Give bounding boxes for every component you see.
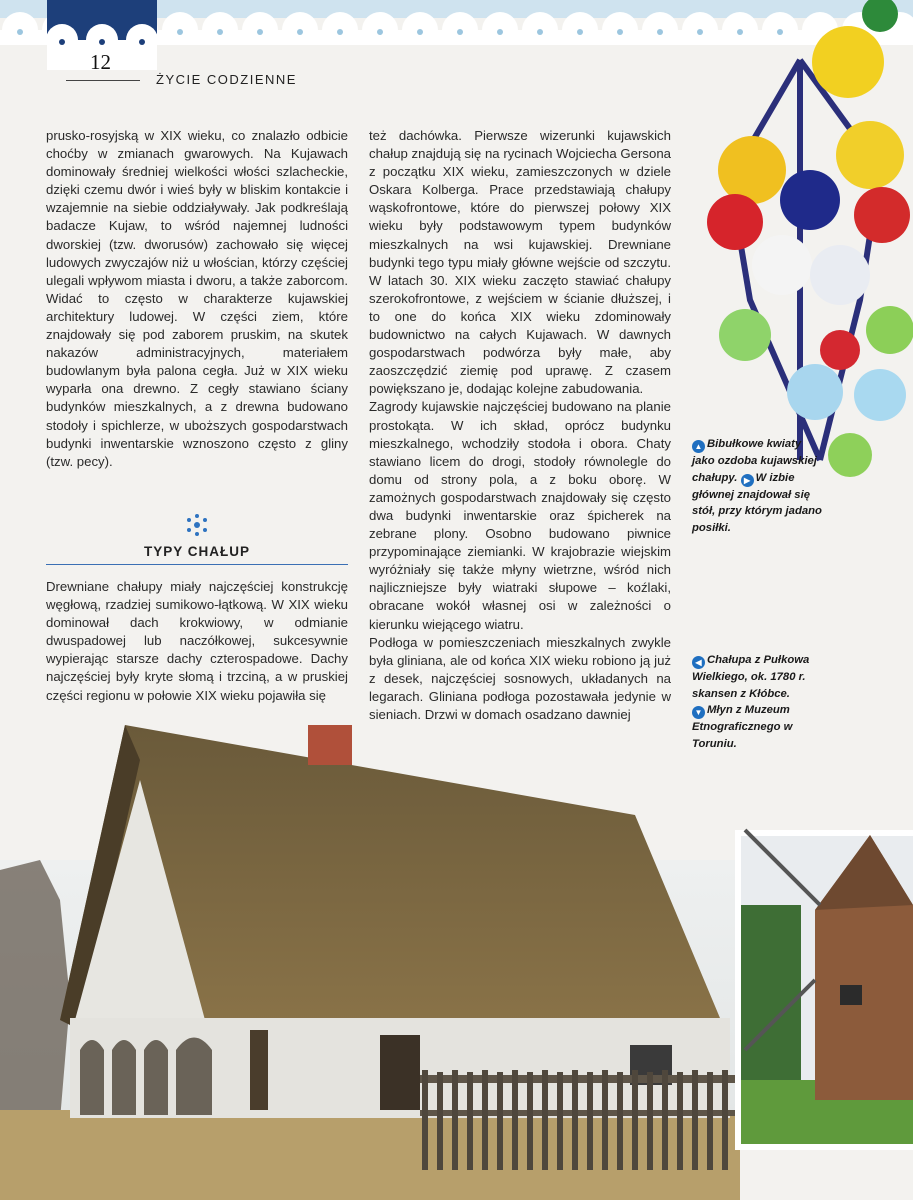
arrow-right-icon: ▶ — [741, 474, 754, 487]
paragraph: Podłoga w pomieszczeniach mieszkalnych zwykle była gliniana, ale od końca XIX wieku robiono ją już z desek, najczęściej sosnowych, układanych na legarach. Gliniana podłoga pozostawała jedynie w sieniach. Drzwi w domach osadzano dawniej — [369, 634, 671, 722]
page-number: 12 — [90, 50, 111, 74]
text-column-left-lower — [46, 578, 348, 705]
snowflake-ornament-icon — [185, 513, 209, 537]
section-heading: TYPY CHAŁUP — [143, 544, 250, 559]
caption-house-part2: Młyn z Muzeum Etnograficznego w Toruniu. — [692, 704, 793, 750]
heading-rule — [46, 564, 348, 565]
caption-flowers-part1: Bibułkowe kwiaty jako ozdoba kujawskiej chałupy. — [692, 438, 817, 484]
arrow-down-icon: ▼ — [692, 706, 705, 719]
paper-flowers-image — [690, 0, 913, 480]
text-column-right — [369, 127, 671, 724]
thatched-cottage-photo — [0, 700, 913, 1200]
paragraph: też dachówka. Pierwsze wizerunki kujawskich chałup znajdują się na rycinach Wojciecha Gersona z początku XIX wieku, zamieszczonych w dziele Oskara Kolberga. Prace przedstawiają chałupy wąskofrontowe, które do pierwszej połowy XIX wieku były podstawowym typem budynków mieszkalnych na wsi kujawskiej. Drewniane budynki tego typu miały główne wejście od szczytu. W latach 30. XIX wieku zaczęto stawiać chałupy szerokofrontowe, z wejściem w ścianie dłuższej, i to one do końca XIX wieku zdominowały budownictwo na całych Kujawach. W dawnych gospodarstwach podwórza były małe, aby zaoszczędzić ziemię pod uprawę. Z czasem powiększano je, dodając kolejne zabudowania. — [369, 128, 671, 397]
arrow-left-icon: ◀ — [692, 656, 705, 669]
page-number-rule — [66, 80, 140, 81]
paragraph: Zagrody kujawskie najczęściej budowano na planie prostokąta. W ich skład, oprócz budynku mieszkalnego, wchodziły stodoła i obora. Chaty stawiano licem do drogi, stodoły równolegle do domu od strony pola, a z boku oborę. W zamożnych gospodarstwach znajdowały się często dwa budynki inwentarskie oraz śpicherek na zebrane plony. Osobno budowano piwnice przypominające ziemianki. W krajobrazie wiejskim wyróżniały się także młyny wietrzne, wśród nich najliczniejsze były wiatraki słupowe – koźlaki, obracane wokół własnej osi w zależności o kierunku wiejącego wiatru. — [369, 399, 671, 632]
caption-flowers-part2: W izbie głównej znajdował się stół, przy którym jadano posiłki. — [692, 471, 822, 534]
caption-flowers — [692, 436, 822, 536]
text-column-left — [46, 127, 348, 471]
paragraph: prusko-rosyjską w XIX wieku, co znalazło odbicie choćby w zmianach gwarowych. Na Kujawach dominowały średniej wielkości włości szlacheckie, dzięki czemu dwór i wieś były w bliskim kontakcie i wzajemnie na siebie oddziaływały. Jak podkreślają badacze Kujaw, to wśród najemnej ludności dworskiej (tzw. dworusów) zachowało się więcej ludowych zwyczajów niż u włościan, którzy częściej ulegali wpływom miasta i dworu, a także zaborcom. Widać to często w charakterze kujawskiej architektury ludowej. W części ziem, które znajdowały się pod zaborem pruskim, na skutek nakazów administracyjnych, materiałem budowlanym była palona cegła. Już w XIX wieku wyparła ona drewno. Z cegły stawiano ściany budynków mieszkalnych, a z drewna budowano stodoły i spichlerze, w uboższych gospodarstwach budynki inwentarskie wznoszono często z gliny (tzw. pecy). — [46, 128, 348, 469]
paragraph: Drewniane chałupy miały najczęściej konstrukcję węgłową, rzadziej sumikowo-łątkową. W XIX wieku dominował dach krokwiowy, w odmianie dwuspadowej lub naczółkowej, sukcesywnie wypierając starsze dachy czterospadowe. Dachy najczęściej były kryte słomą i trzciną, a w pruskiej części regionu w połowie XIX wieku pojawiła się — [46, 579, 348, 703]
caption-house-part1: Chałupa z Pułkowa Wielkiego, ok. 1780 r. skansen z Kłóbce. — [692, 654, 810, 700]
arrow-up-icon: ▲ — [692, 440, 705, 453]
section-title: ŻYCIE CODZIENNE — [156, 72, 297, 87]
